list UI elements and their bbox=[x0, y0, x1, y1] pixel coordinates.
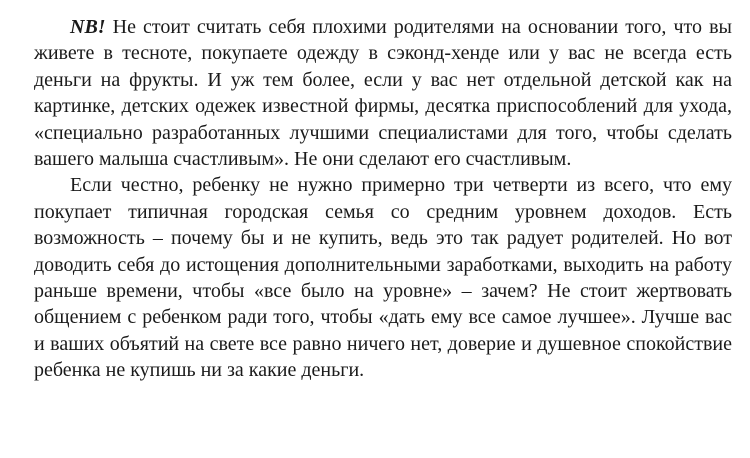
nb-marker: NB! bbox=[70, 16, 106, 38]
paragraph-1 bbox=[34, 14, 732, 172]
paragraph-1-text: Не стоит считать себя плохими родителями на основании того, что вы живете в тесноте, покупаете одежду в сэконд-хенде или у вас не всегда есть деньги на фрукты. И уж тем более, если у вас нет отдельной детской как на картинке, детских одежек известной фирмы, десятка приспособлений для ухода, «специально разработанных лучшими специалистами для того, чтобы сделать вашего малыша счастливым». Не они сделают его счастливым. bbox=[34, 16, 732, 171]
document-page bbox=[34, 14, 732, 384]
paragraph-2 bbox=[34, 172, 732, 383]
paragraph-2-text: Если честно, ребенку не нужно примерно три четверти из всего, что ему покупает типичная городская семья со средним уровнем доходов. Есть возможность – почему бы и не купить, ведь это так радует родителей. Но вот доводить себя до истощения дополнительными заработками, выходить на работу раньше времени, чтобы «все было на уровне» – зачем? Не стоит жертвовать общением с ребенком ради того, чтобы «дать ему все самое лучшее». Лучше вас и ваших объятий на свете все равно ничего нет, доверие и душевное спокойствие ребенка не купишь ни за какие деньги. bbox=[34, 174, 732, 382]
